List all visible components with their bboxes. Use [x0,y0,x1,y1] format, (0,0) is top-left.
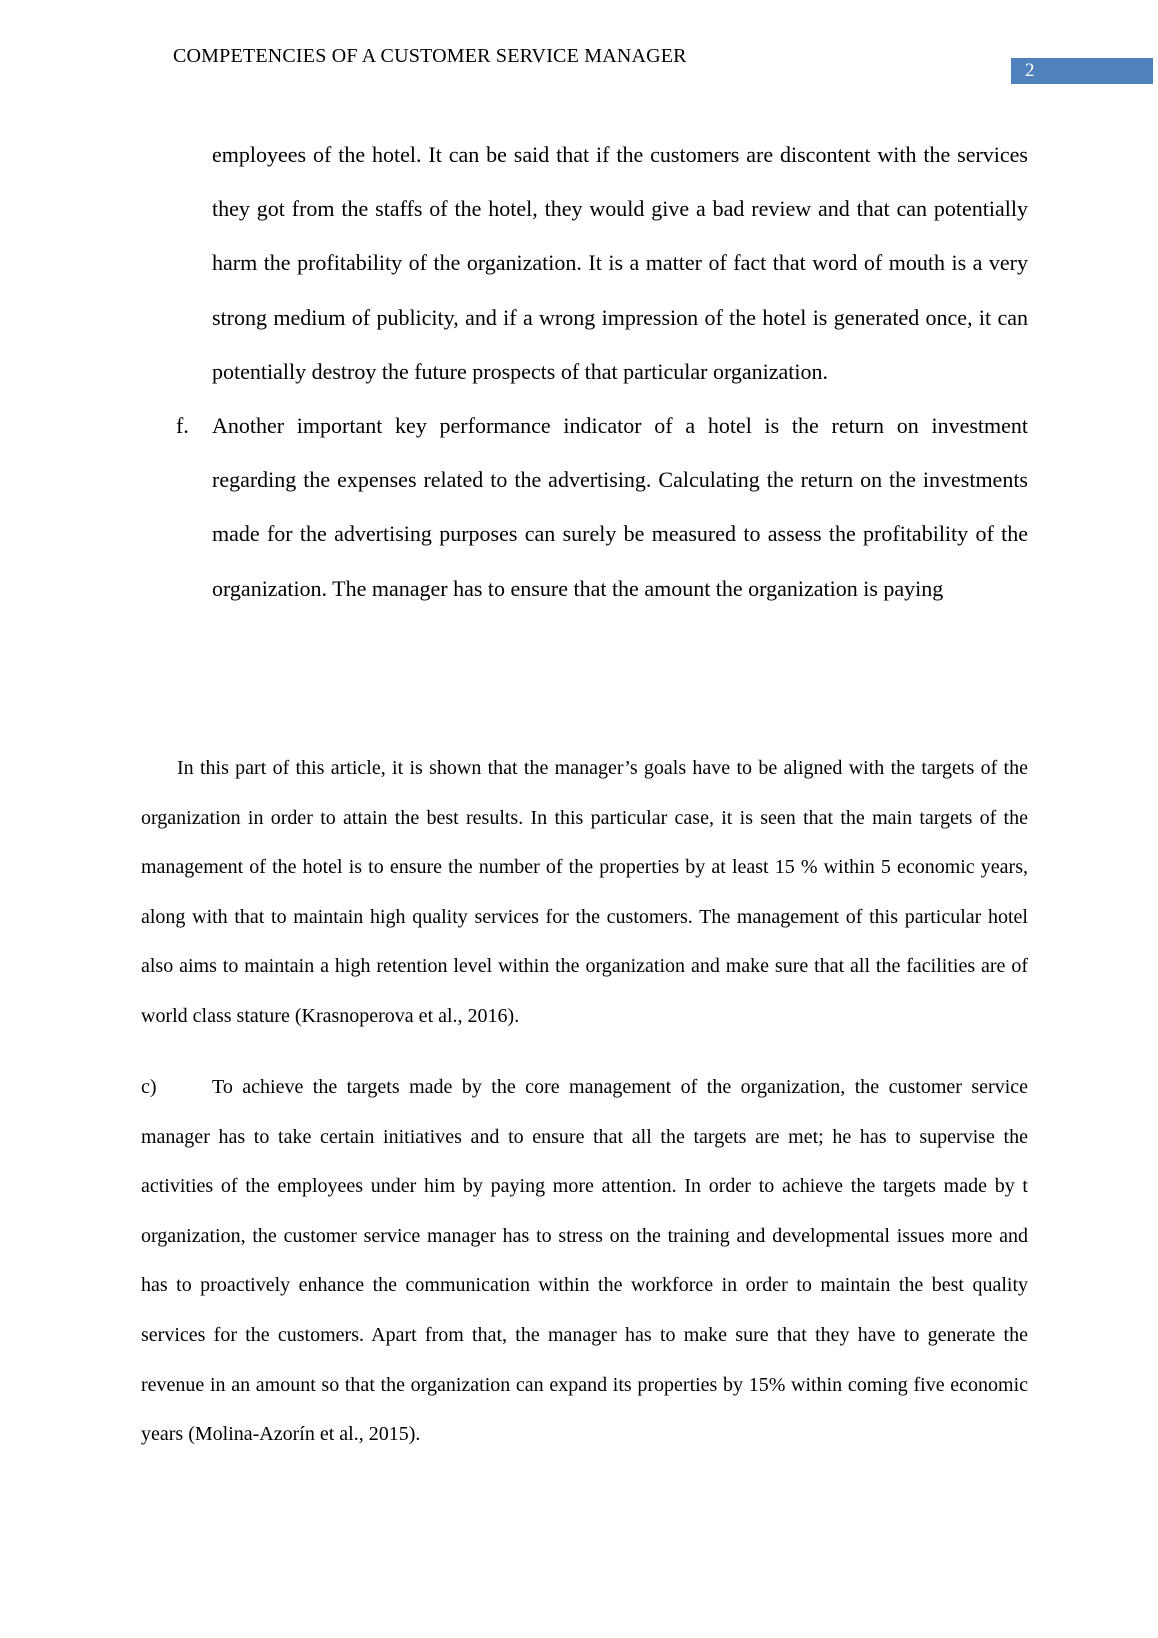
page-number-badge: 2 [1011,58,1153,84]
running-header-title: COMPETENCIES OF A CUSTOMER SERVICE MANAGER [173,45,687,67]
list-continuation-paragraph: employees of the hotel. It can be said that if the customers are discontent with the services they got from the staffs of the hotel, they would give a bad review and that can potentially harm the profitability of the organization. It is a matter of fact that word of mouth is a very strong medium of publicity, and if a wrong impression of the hotel is generated once, it can potentially destroy the future prospects of that particular organization. [212,142,1028,384]
list-item-text: Another important key performance indicator of a hotel is the return on investment regarding the expenses related to the advertising. Calculating the return on the investments made for the advertising purposes can surely be measured to assess the profitability of the organization. The manager has to ensure that the amount the organization is paying [212,413,1028,601]
body-paragraph-2-block [141,1063,1028,1460]
list-section [176,128,1028,616]
body-paragraph-1: In this part of this article, it is shown that the manager’s goals have to be aligned with the targets of the organization in order to attain the best results. In this particular case, it is seen that the main targets of the management of the hotel is to ensure the number of the properties by at least 15 % within 5 economic years, along with that to maintain high quality services for the customers. The management of this particular hotel also aims to maintain a high retention level within the organization and make sure that all the facilities are of world class stature (Krasnoperova et al., 2016). [141,757,1028,1027]
body-paragraph-1-block [141,744,1028,1042]
paragraph-label: c) [141,1076,157,1098]
body-paragraph-2 [141,1063,1028,1460]
list-item-f [176,399,1028,616]
list-item-marker: f. [176,413,189,439]
body-paragraph-2-text: To achieve the targets made by the core management of the organization, the customer service manager has to take certain initiatives and to ensure that all the targets are met; he has to supervise the activities of the employees under him by paying more attention. In order to achieve the targets made by t organization, the customer service manager has to stress on the training and developmental issues more and has to proactively enhance the communication within the workforce in order to maintain the best quality services for the customers. Apart from that, the manager has to make sure that they have to generate the revenue in an amount so that the organization can expand its properties by 15% within coming five economic years (Molina-Azorín et al., 2015). [141,1076,1028,1446]
